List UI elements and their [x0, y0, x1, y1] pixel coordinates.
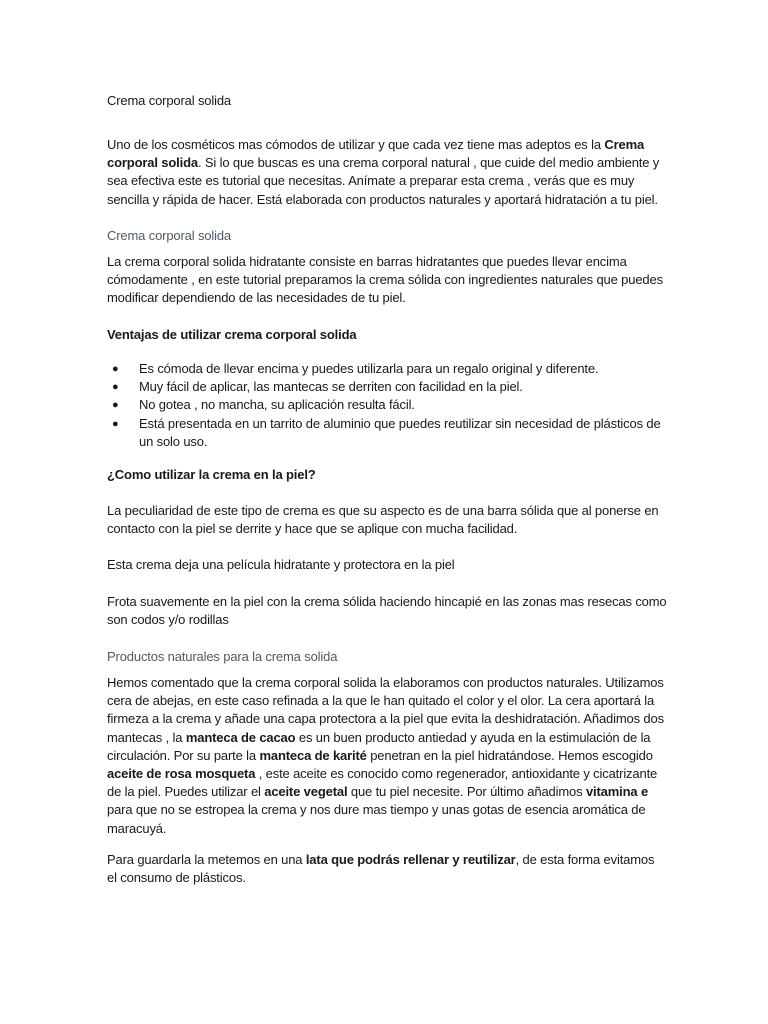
ingredientes-bold-cacao: manteca de cacao: [185, 729, 296, 745]
heading-como-utilizar: ¿Como utilizar la crema en la piel?: [107, 467, 316, 482]
bullet-icon: ●: [112, 417, 119, 430]
paragraph-ingredientes: [107, 674, 667, 838]
list-item: [105, 396, 665, 414]
bullet-icon: ●: [112, 363, 119, 375]
paragraph-description: La crema corporal solida hidratante consiste en barras hidratantes que puedes llevar encima cómodamente , en este tutorial preparamos la crema sólida con ingredientes naturales que puedes modificar dependiendo de las necesidades de tu piel.: [107, 254, 663, 306]
ingredientes-bold-aceite: aceite vegetal: [264, 784, 348, 800]
document-title: Crema corporal solida: [107, 93, 232, 108]
intro-text-2: . Si lo que buscas es una crema corporal natural , que cuide del medio ambiente y sea efectiva este es tutorial que necesitas. Anímate a preparar esta crema , verás que es muy sencilla y rápida de hacer. Está elaborada con productos naturales y aportará hidratación a tu piel.: [107, 155, 660, 207]
heading-ventajas: Ventajas de utilizar crema corporal solida: [107, 327, 357, 342]
intro-text-1: Uno de los cosméticos mas cómodos de utilizar y que cada vez tiene mas adeptos es la: [107, 137, 605, 152]
ingredientes-bold-vitamina: vitamina e: [585, 784, 649, 800]
list-item-text: Está presentada en un tarrito de aluminio que puedes reutilizar sin necesidad de plásticos de un solo uso.: [139, 415, 661, 449]
ingredientes-text-5: que tu piel necesite. Por último añadimos: [347, 784, 586, 800]
guardar-text-1: Para guardarla la metemos en una: [107, 852, 306, 867]
list-item: [105, 360, 665, 378]
bullet-icon: ●: [112, 381, 119, 394]
guardar-text-2: , de esta forma evitamos el consumo de plásticos.: [107, 852, 655, 886]
intro-bold-1: Crema corporal solida: [107, 137, 645, 171]
paragraph-peculiaridad: La peculiaridad de este tipo de crema es que su aspecto es de una barra sólida que al ponerse en contacto con la piel se derrite y hace que se aplique con mucha facilidad.: [107, 503, 659, 537]
ventajas-list: [105, 360, 665, 451]
ingredientes-text-4: , este aceite es conocido como regenerador, antioxidante y cicatrizante de la piel. Puedes utilizar el: [107, 766, 658, 800]
subheading-crema: Crema corporal solida: [107, 228, 232, 243]
ingredientes-bold-rosa: aceite de rosa mosqueta: [107, 766, 256, 782]
paragraph-guardar: [107, 851, 667, 887]
list-item-text: No gotea , no mancha, su aplicación resulta fácil.: [139, 397, 415, 413]
paragraph-pelicula: Esta crema deja una película hidratante y protectora en la piel: [107, 557, 455, 572]
ingredientes-text-1: Hemos comentado que la crema corporal solida la elaboramos con productos naturales. Utilizamos cera de abejas, en este caso refinada a la que le han quitado el color y el olor. La cera aportará la firmeza a la crema y añade una capa protectora a la piel que evita la deshidratación. Añadimos dos mantecas , la: [107, 675, 664, 745]
ingredientes-text-2: es un buen producto antiedad y ayuda en la estimulación de la circulación. Por su parte la: [107, 729, 651, 763]
list-item: [105, 415, 665, 451]
guardar-bold-lata: lata que podrás rellenar y reutilizar: [305, 852, 516, 867]
ingredientes-bold-karite: manteca de karité: [259, 747, 367, 763]
intro-paragraph: [107, 136, 667, 209]
list-item: [105, 378, 665, 396]
ingredientes-text-3: penetran en la piel hidratándose. Hemos escogido: [366, 747, 653, 763]
list-item-text: Muy fácil de aplicar, las mantecas se derriten con facilidad en la piel.: [139, 379, 523, 395]
bullet-icon: ●: [112, 399, 119, 412]
paragraph-frota: Frota suavemente en la piel con la crema sólida haciendo hincapié en las zonas mas resecas como son codos y/o rodillas: [107, 594, 667, 628]
subheading-productos: Productos naturales para la crema solida: [107, 649, 338, 664]
list-item-text: Es cómoda de llevar encima y puedes utilizarla para un regalo original y diferente.: [139, 361, 599, 376]
ingredientes-text-6: para que no se estropea la crema y nos dure mas tiempo y unas gotas de esencia aromática de maracuyá.: [107, 802, 646, 836]
